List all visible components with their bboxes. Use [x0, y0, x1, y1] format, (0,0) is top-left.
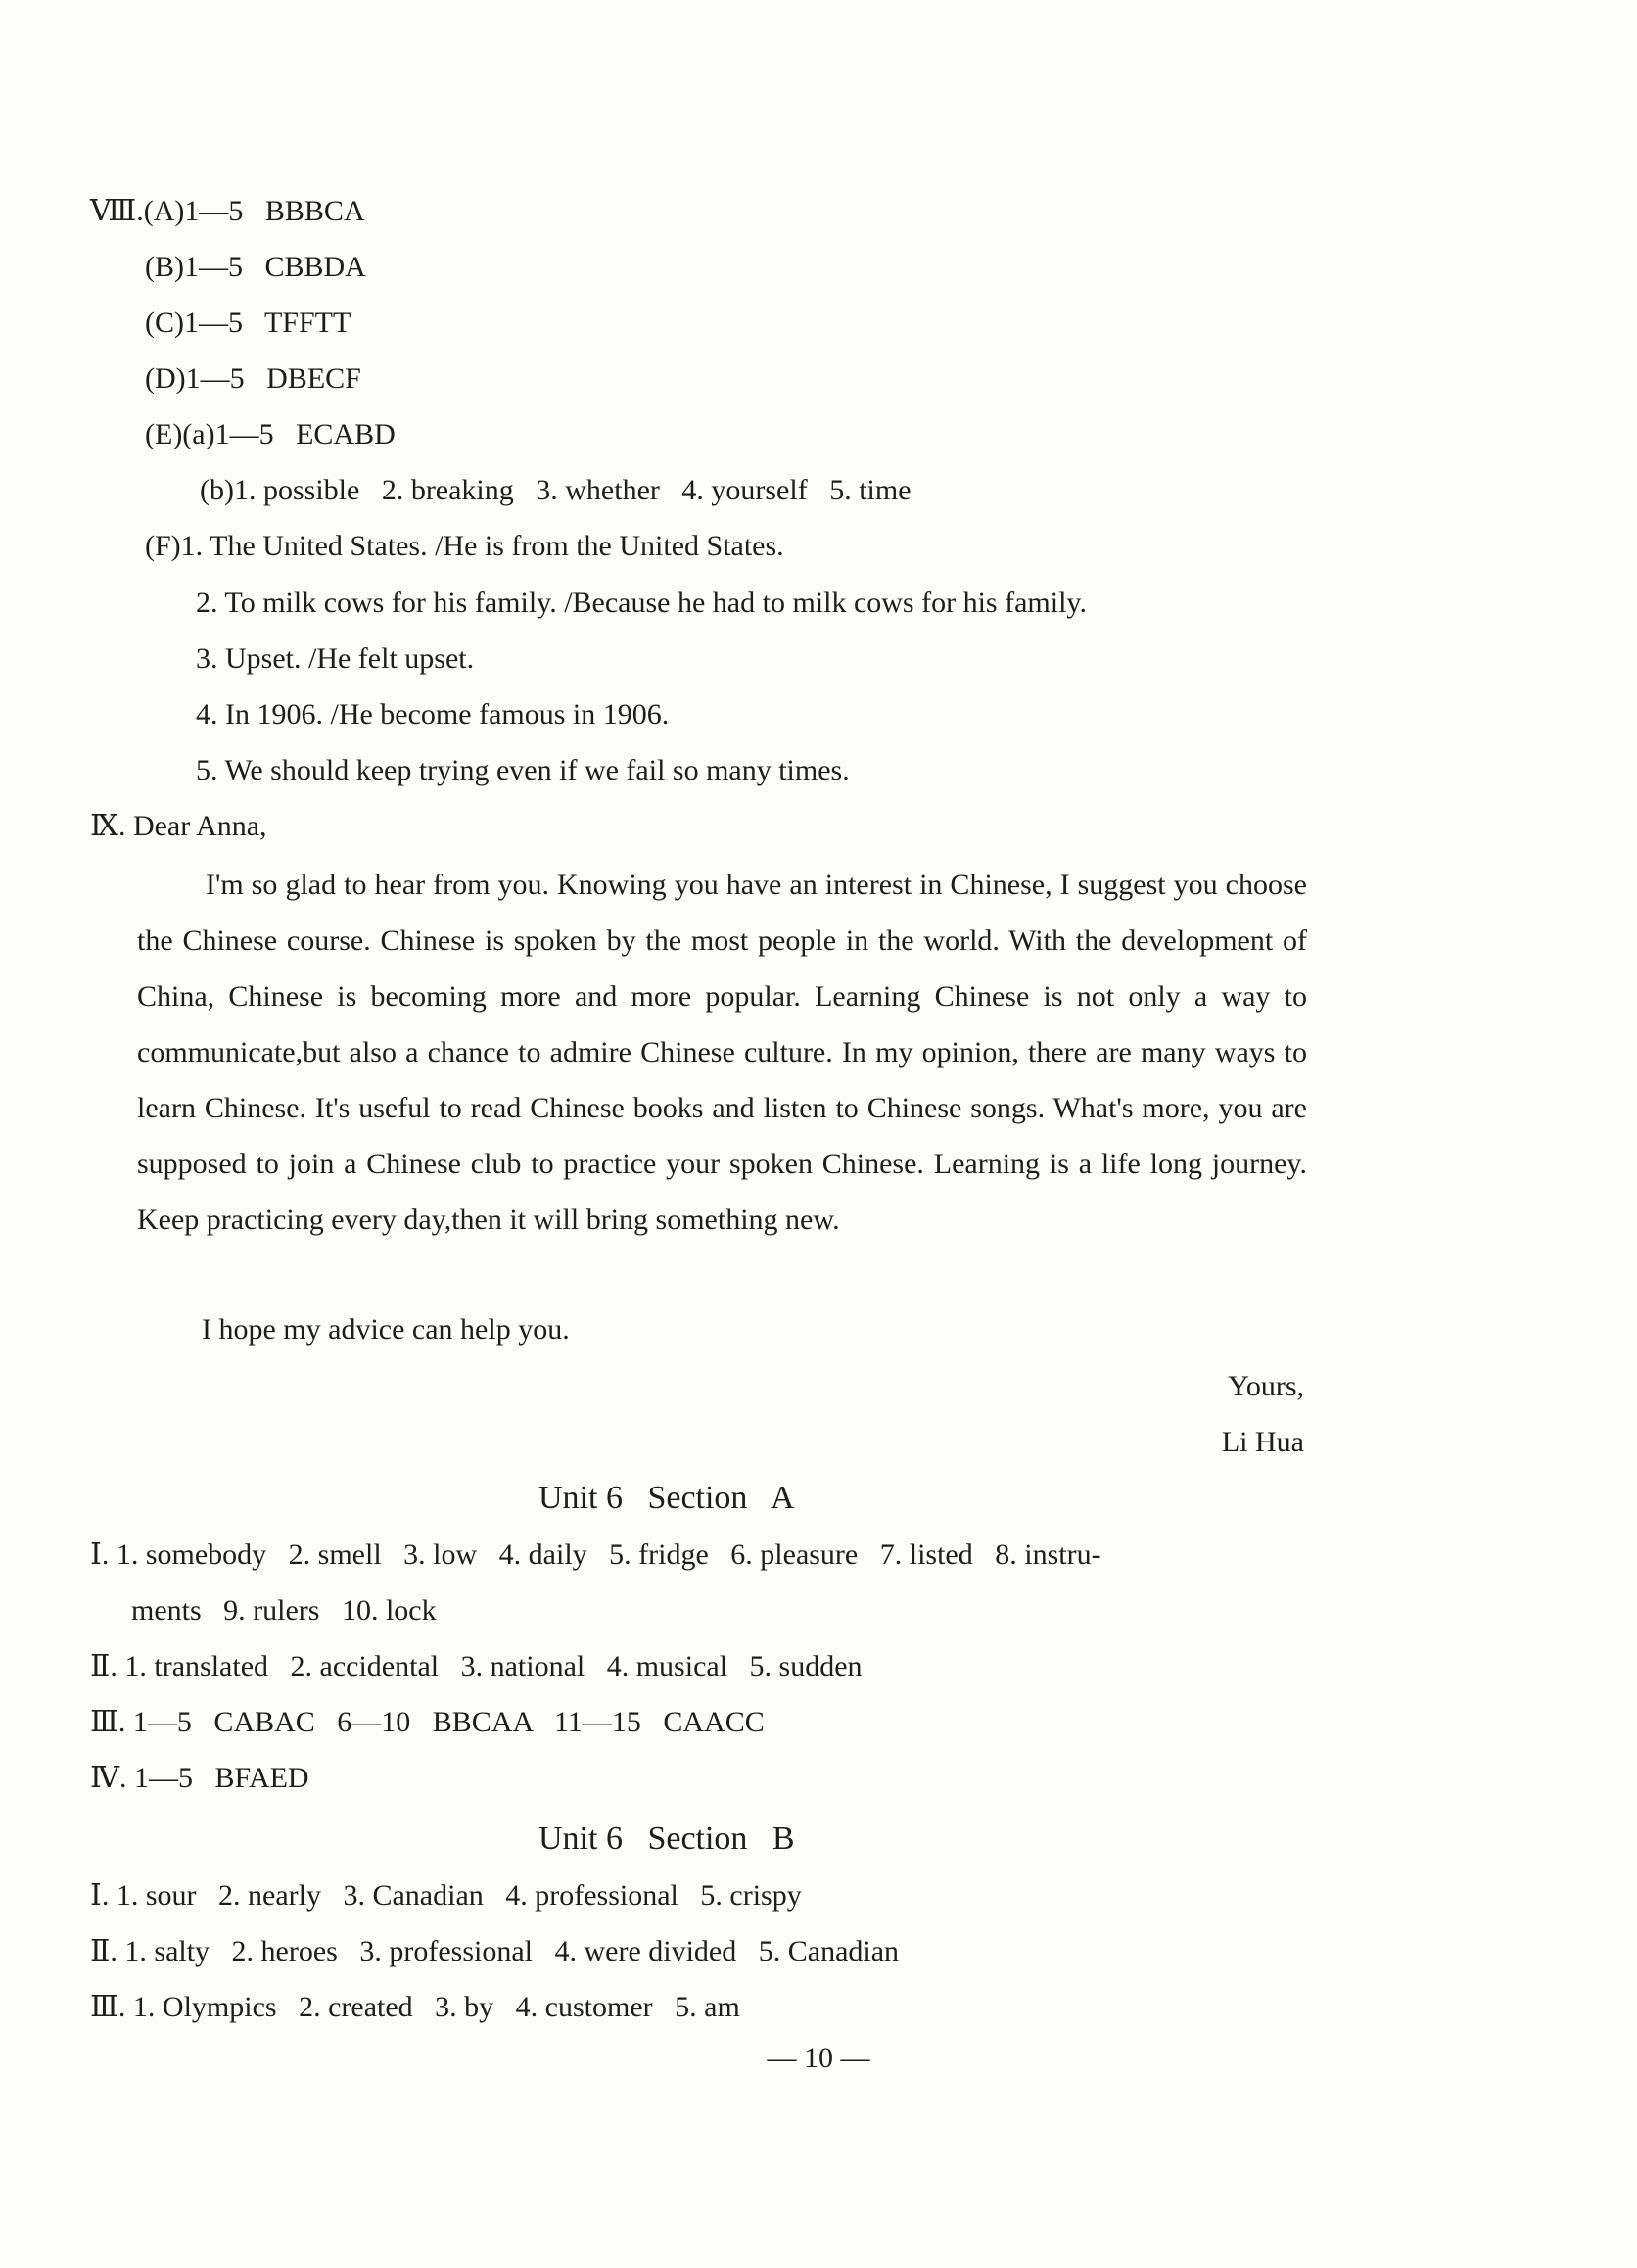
section8-f4-answer: 4. In 1906. /He become famous in 1906.	[196, 698, 670, 731]
section8-f3-answer: 3. Upset. /He felt upset.	[196, 642, 475, 675]
letter-sign-off: Yours,	[1228, 1370, 1304, 1402]
section8-b-answers: (B)1—5 CBBDA	[145, 251, 366, 283]
section8-f1-answer: (F)1. The United States. /He is from the United States.	[145, 530, 784, 562]
letter-signature: Li Hua	[1221, 1426, 1304, 1458]
letter-closing-line: I hope my advice can help you.	[202, 1313, 570, 1346]
section8-d-answers: (D)1—5 DBECF	[145, 362, 361, 395]
unit6b-part1: Ⅰ. 1. sour 2. nearly 3. Canadian 4. professional 5. crispy	[90, 1879, 802, 1912]
unit6a-part2: Ⅱ. 1. translated 2. accidental 3. national 4. musical 5. sudden	[90, 1650, 863, 1682]
letter-body	[137, 857, 1307, 1248]
unit6b-part3: Ⅲ. 1. Olympics 2. created 3. by 4. customer 5. am	[90, 1991, 740, 2023]
section8-eb-answers: (b)1. possible 2. breaking 3. whether 4. yourself 5. time	[200, 474, 912, 506]
section8-ea-answers: (E)(a)1—5 ECABD	[145, 418, 396, 450]
unit6-section-b-heading: Unit 6 Section B	[538, 1820, 795, 1857]
unit6a-part1-line1: Ⅰ. 1. somebody 2. smell 3. low 4. daily 5. fridge 6. pleasure 7. listed 8. instru-	[90, 1538, 1101, 1571]
unit6a-part4: Ⅳ. 1—5 BFAED	[90, 1762, 309, 1794]
page-number: — 10 —	[767, 2042, 870, 2074]
section8-f2-answer: 2. To milk cows for his family. /Because he had to milk cows for his family.	[196, 587, 1087, 619]
letter-body-text: I'm so glad to hear from you. Knowing you have an interest in Chinese, I suggest you choose the Chinese course. Chinese is spoken by the most people in the world. With the development of China, Chinese is becoming more and more popular. Learning Chinese is not only a way to communicate,but also a chance to admire Chinese culture. In my opinion, there are many ways to learn Chinese. It's useful to read Chinese books and listen to Chinese songs. What's more, you are supposed to join a Chinese club to practice your spoken Chinese. Learning is a life long journey. Keep practicing every day,then it will bring something new.	[137, 869, 1307, 1236]
letter-greeting: Ⅸ. Dear Anna,	[90, 810, 267, 842]
section8-c-answers: (C)1—5 TFFTT	[145, 307, 351, 339]
unit6a-part3: Ⅲ. 1—5 CABAC 6—10 BBCAA 11—15 CAACC	[90, 1706, 765, 1738]
unit6b-part2: Ⅱ. 1. salty 2. heroes 3. professional 4. were divided 5. Canadian	[90, 1935, 900, 1967]
unit6a-part1-line2: ments 9. rulers 10. lock	[131, 1594, 437, 1627]
section8-f5-answer: 5. We should keep trying even if we fail so many times.	[196, 754, 850, 786]
section8-a-answers: Ⅷ.(A)1—5 BBBCA	[90, 195, 365, 227]
unit6-section-a-heading: Unit 6 Section A	[538, 1480, 795, 1516]
